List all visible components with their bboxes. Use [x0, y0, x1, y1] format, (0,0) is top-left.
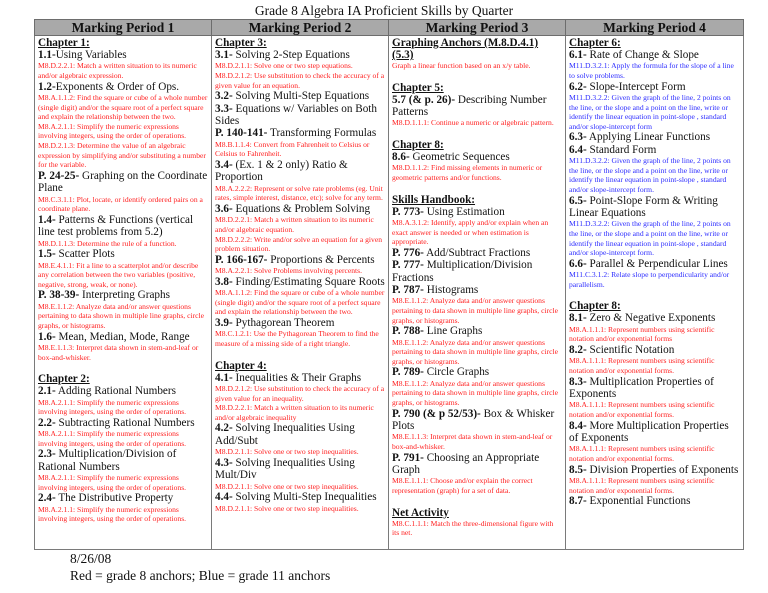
- lesson-number: P. 776-: [392, 246, 424, 259]
- grade8-anchor-standard: M8.D.1.1.1: Continue a numeric or algebraic pattern.: [392, 118, 554, 128]
- grade8-anchor-standard: M8.A.3.1.2: Identify, apply and/or explain when an exact answer is needed or when estimation is appropriate.: [392, 218, 549, 247]
- lesson-topic: [392, 325, 562, 337]
- lesson-number: 8.4-: [569, 419, 587, 432]
- lesson-number: 6.4-: [569, 143, 587, 156]
- lesson-title: Subtracting Rational Numbers: [55, 416, 195, 429]
- column-header-mp1: Marking Period 1: [35, 20, 212, 36]
- lesson-title: Rate of Change & Slope: [586, 49, 699, 61]
- lesson-title: Point-Slope Form & Writing Linear Equations: [569, 194, 718, 219]
- lesson-number: 6.6-: [569, 257, 587, 270]
- lesson-topic: [392, 151, 562, 163]
- grade11-anchor-standard: M11.D.3.2.2: Given the graph of the line, 2 points on the line, or the slope and a point on the line, write or identify the linear equation in point-slope , standard and/or slope-intercept form.: [569, 156, 731, 194]
- column-header-mp2: Marking Period 2: [212, 20, 389, 36]
- lesson-topic: [569, 464, 740, 476]
- lesson-topic: [215, 127, 385, 139]
- grade8-anchor-standard: M8.E.1.1.2: Analyze data and/or answer questions pertaining to data shown in multiple line graphs, circle graphs, or histograms.: [392, 378, 558, 407]
- lesson-topic: [215, 457, 385, 482]
- lesson-title: Graphing on the Coordinate Plane: [38, 169, 208, 195]
- lesson-title: More Multiplication Properties of Exponents: [569, 419, 729, 444]
- grade8-anchor-standard: M8.A.2.1.1: Simplify the numeric expressions involving integers, using the order of operations.: [38, 473, 187, 492]
- grade8-anchor-standard: M8.A.1.1.2: Find the square or cube of a whole number (single digit) and/or the square root of a perfect square and explain the relationship between the two.: [215, 288, 385, 317]
- lesson-number: 1.4-: [38, 213, 56, 226]
- lesson-topic: [38, 492, 208, 504]
- lesson-number: 3.4-: [215, 159, 233, 171]
- grade8-anchor-standard: M8.E.4.1.1: Fit a line to a scatterplot and/or describe any correlation between the two variables (positive, negative, strong, weak, or none).: [38, 260, 199, 289]
- lesson-topic: [38, 248, 208, 260]
- grade8-anchor-standard: M8.E.1.1.3: Interpret data shown in stem-and-leaf or box-and-whisker.: [38, 342, 199, 362]
- lesson-number: 3.6-: [215, 203, 233, 215]
- lesson-title: Adding Rational Numbers: [55, 385, 176, 398]
- grade8-anchor-standard: M8.E.1.1.1: Choose and/or explain the correct representation (graph) for a set of data.: [392, 476, 533, 495]
- lesson-title: Pythagorean Theorem: [232, 316, 335, 329]
- grade11-anchor-standard: M11.D.3.2.2: Given the graph of the line, 2 points on the line, or the slope and a point on the line, write or identify the linear equation in point-slope , standard and/or slope-intercept form.: [569, 219, 731, 258]
- grade8-anchor-standard: M8.E.1.1.2: Analyze data and/or answer questions pertaining to data shown in multiple line graphs, circle graphs, or histograms.: [38, 301, 204, 330]
- lesson-title: Multiplication/Division Fractions: [392, 259, 533, 284]
- lesson-number: 3.2-: [215, 90, 233, 103]
- grade8-anchor-standard: M8.A.1.1.1: Represent numbers using scientific notation and/or exponential forms.: [569, 356, 715, 375]
- column-cell-mp2: [212, 36, 389, 550]
- lesson-number: 4.3-: [215, 456, 233, 469]
- footer-color-legend: Red = grade 8 anchors; Blue = grade 11 anchors: [70, 568, 331, 583]
- lesson-number: 6.3-: [569, 131, 587, 144]
- section-heading: Chapter 4:: [215, 359, 267, 372]
- lesson-number: 3.1-: [215, 49, 233, 61]
- document-title: Grade 8 Algebra IA Proficient Skills by Quarter: [254, 3, 514, 18]
- lesson-topic: [392, 366, 562, 378]
- lesson-title: Proportions & Percents: [267, 253, 375, 266]
- lesson-title: Mean, Median, Mode, Range: [55, 330, 190, 343]
- lesson-number: P. 140-141-: [215, 127, 268, 140]
- grade11-anchor-standard: M11.C.3.1.2: Relate slope to perpendicularity and/or parallelism.: [569, 270, 730, 289]
- lesson-topic: [215, 422, 385, 447]
- section-heading: Graphing Anchors (M.8.D.4.1) (5.3): [392, 37, 539, 61]
- lesson-topic: [215, 159, 385, 184]
- grade8-anchor-standard: M8.D.1.1.3: Determine the rule of a function.: [38, 238, 177, 248]
- column-header-mp3: Marking Period 3: [389, 20, 566, 36]
- grade11-anchor-standard: M11.D.3.2.1: Apply the formula for the slope of a line to solve problems.: [569, 61, 734, 80]
- section-heading: Chapter 1:: [38, 37, 90, 49]
- lesson-number: 1.1-: [38, 49, 56, 61]
- lesson-topic: [569, 312, 740, 324]
- lesson-title: The Distributive Property: [55, 492, 174, 505]
- lesson-title: Choosing an Appropriate Graph: [392, 451, 540, 476]
- section-heading: Chapter 8:: [569, 300, 621, 313]
- grade8-anchor-standard: M8.D.2.1.1: Solve one or two step inequalities.: [215, 481, 359, 491]
- lesson-title: Equations & Problem Solving: [232, 203, 371, 215]
- section-heading: Net Activity: [392, 506, 449, 519]
- lesson-number: P. 791-: [392, 451, 424, 464]
- lesson-number: 2.1-: [38, 385, 56, 398]
- lesson-topic: [569, 420, 740, 445]
- lesson-number: P. 789-: [392, 366, 424, 379]
- lesson-topic: [38, 81, 208, 93]
- lesson-number: 2.2-: [38, 416, 56, 429]
- grade8-anchor-standard: Graph a linear function based on an x/y table.: [392, 61, 531, 70]
- lesson-number: P. 166-167-: [215, 253, 268, 266]
- lesson-topic: [392, 452, 562, 477]
- grade11-anchor-standard: M11.D.3.2.2: Given the graph of the line, 2 points on the line, or the slope and a point on the line, write or identify the linear equation in point-slope , standard and/or slope-intercept form: [569, 93, 731, 131]
- lesson-title: Zero & Negative Exponents: [586, 312, 716, 325]
- lesson-topic: [392, 94, 562, 119]
- lesson-number: P. 787-: [392, 284, 424, 296]
- lesson-topic: [569, 495, 740, 507]
- lesson-number: 3.8-: [215, 275, 233, 288]
- lesson-title: Using Variables: [55, 49, 127, 61]
- lesson-topic: [569, 344, 740, 356]
- lesson-topic: [215, 254, 385, 266]
- lesson-title: Patterns & Functions (vertical line test problems from 5.2): [38, 213, 194, 239]
- grade8-anchor-standard: M8.D.2.2.1: Match a written situation to its numeric and/or algebraic expression.: [38, 61, 197, 80]
- grade8-anchor-standard: M8.D.2.2.2: Write and/or solve an equation for a given problem situation.: [215, 234, 382, 254]
- grade8-anchor-standard: M8.E.1.1.2: Analyze data and/or answer questions pertaining to data shown in multiple line graphs, circle graphs, or histograms.: [392, 296, 558, 325]
- lesson-topic: [215, 317, 385, 329]
- lesson-number: 2.3-: [38, 448, 56, 461]
- skills-table: [34, 19, 744, 550]
- footer-date: 8/26/08: [70, 551, 112, 566]
- grade8-anchor-standard: M8.D.2.1.2: Use substitution to check the accuracy of a given value for an inequality.: [215, 383, 385, 403]
- lesson-number: 4.4-: [215, 491, 233, 504]
- lesson-title: Box & Whisker Plots: [392, 407, 555, 432]
- lesson-topic: [215, 491, 385, 503]
- lesson-topic: [392, 408, 562, 433]
- lesson-title: Histograms: [423, 284, 479, 296]
- lesson-topic: [569, 81, 740, 93]
- lesson-title: Geometric Sequences: [409, 151, 510, 163]
- column-header-mp4: Marking Period 4: [566, 20, 744, 36]
- lesson-topic: [38, 214, 208, 239]
- lesson-number: P. 38-39-: [38, 289, 80, 302]
- lesson-number: 3.9-: [215, 316, 233, 329]
- lesson-topic: [215, 90, 385, 102]
- header-row: [35, 20, 744, 36]
- lesson-title: Transforming Formulas: [267, 127, 377, 140]
- section-heading: Chapter 3:: [215, 37, 267, 49]
- lesson-number: P. 777-: [392, 259, 424, 272]
- lesson-title: Solving Inequalities Using Add/Subt: [215, 422, 355, 447]
- lesson-title: Inequalities & Their Graphs: [232, 371, 362, 384]
- lesson-number: 6.5-: [569, 194, 587, 207]
- lesson-title: Using Estimation: [423, 205, 505, 218]
- section-heading: Chapter 5:: [392, 81, 444, 94]
- lesson-number: 2.4-: [38, 492, 56, 505]
- lesson-title: Solving 2-Step Equations: [232, 49, 350, 61]
- grade8-anchor-standard: M8.D.2.1.2: Use substitution to check the accuracy of a given value for an equation.: [215, 71, 385, 90]
- lesson-number: 1.5-: [38, 248, 56, 261]
- lesson-title: Applying Linear Functions: [586, 131, 711, 144]
- lesson-title: (Ex. 1 & 2 only) Ratio & Proportion: [215, 159, 348, 184]
- lesson-title: Solving Inequalities Using Mult/Div: [215, 456, 355, 482]
- column-cell-mp3: [389, 36, 566, 550]
- lesson-topic: [215, 49, 385, 61]
- lesson-topic: [569, 258, 740, 270]
- lesson-number: 6.1-: [569, 49, 587, 61]
- grade8-anchor-standard: M8.C.1.2.1: Use the Pythagorean Theorem to find the measure of a missing side of a right triangle.: [215, 329, 379, 348]
- lesson-title: Slope-Intercept Form: [586, 80, 686, 93]
- grade8-anchor-standard: M8.D.2.1.3: Determine the value of an algebraic expression by simplifying and/or substituting a number for the variable.: [38, 140, 206, 170]
- grade8-anchor-standard: M8.A.2.1.1: Simplify the numeric expressions involving integers, using the order of operations.: [38, 429, 187, 448]
- lesson-topic: [392, 259, 562, 284]
- lesson-title: Exponential Functions: [586, 495, 691, 508]
- lesson-topic: [38, 49, 208, 61]
- lesson-number: P. 790 (& p 52/53)-: [392, 407, 481, 420]
- lesson-number: 4.1-: [215, 371, 233, 384]
- grade8-anchor-standard: M8.A.2.1.1: Simplify the numeric expressions involving integers, using the order of operations.: [38, 121, 187, 141]
- lesson-number: P. 773-: [392, 205, 424, 218]
- lesson-topic: [38, 385, 208, 397]
- grade8-anchor-standard: M8.D.2.1.1: Solve one or two step inequalities.: [215, 447, 359, 457]
- lesson-title: Describing Number Patterns: [392, 93, 547, 118]
- lesson-topic: [215, 372, 385, 384]
- lesson-topic: [392, 247, 562, 259]
- section-heading: Chapter 6:: [569, 37, 621, 49]
- column-cell-mp1: [35, 36, 212, 550]
- content-row: [35, 36, 744, 550]
- lesson-topic: [569, 49, 740, 61]
- lesson-topic: [38, 448, 208, 473]
- lesson-title: Parallel & Perpendicular Lines: [586, 257, 728, 270]
- lesson-topic: [215, 276, 385, 288]
- lesson-topic: [215, 203, 385, 215]
- grade8-anchor-standard: M8.C.1.1.1: Match the three-dimensional figure with its net.: [392, 518, 554, 538]
- lesson-number: 5.7 (& p. 26)-: [392, 93, 456, 106]
- grade8-anchor-standard: M8.E.1.1.3: Interpret data shown in stem-and-leaf or box-and-whisker.: [392, 432, 553, 451]
- lesson-number: 8.7-: [569, 495, 587, 508]
- lesson-title: Equations w/ Variables on Both Sides: [215, 102, 378, 127]
- grade8-anchor-standard: M8.D.1.1.2: Find missing elements in numeric or geometric patterns and/or functions.: [392, 163, 543, 182]
- grade8-anchor-standard: M8.A.2.1.1: Simplify the numeric expressions involving integers, using the order of operations.: [38, 397, 187, 417]
- lesson-topic: [38, 331, 208, 343]
- lesson-title: Standard Form: [586, 143, 657, 156]
- lesson-topic: [215, 103, 385, 128]
- section-heading: Skills Handbook:: [392, 193, 476, 206]
- lesson-topic: [569, 144, 740, 156]
- lesson-title: Exponents & Order of Ops.: [55, 80, 180, 93]
- lesson-number: P. 24-25-: [38, 169, 80, 182]
- lesson-title: Division Properties of Exponents: [586, 463, 739, 476]
- lesson-topic: [38, 417, 208, 429]
- lesson-title: Scatter Plots: [55, 248, 115, 261]
- grade8-anchor-standard: M8.E.1.1.2: Analyze data and/or answer questions pertaining to data shown in multiple line graphs, circle graphs, or histograms.: [392, 337, 558, 366]
- lesson-topic: [392, 206, 562, 218]
- lesson-topic: [569, 195, 740, 220]
- section-heading: Chapter 8:: [392, 139, 444, 151]
- lesson-number: 8.1-: [569, 312, 587, 325]
- lesson-title: Circle Graphs: [423, 366, 490, 379]
- lesson-number: 8.2-: [569, 343, 587, 356]
- grade8-anchor-standard: M8.D.2.1.1: Solve one or two step equations.: [215, 61, 353, 71]
- lesson-topic: [38, 170, 208, 195]
- grade8-anchor-standard: M8.B.1.1.4: Convert from Fahrenheit to Celsius or Celsius to Fahrenheit.: [215, 139, 370, 159]
- grade8-anchor-standard: M8.D.2.2.1: Match a written situation to its numeric and/or algebraic equation.: [215, 215, 374, 234]
- lesson-title: Scientific Notation: [586, 343, 675, 356]
- lesson-title: Solving Multi-Step Equations: [232, 90, 370, 103]
- lesson-title: Interpreting Graphs: [79, 289, 170, 302]
- grade8-anchor-standard: M8.A.1.1.2: Find the square or cube of a whole number (single digit) and/or the square root of a perfect square and explain the relationship between the two.: [38, 93, 208, 122]
- lesson-number: 1.2-: [38, 80, 56, 93]
- grade8-anchor-standard: M8.D.2.2.1: Match a written situation to its numeric and/or algebraic inequality: [215, 403, 374, 422]
- column-cell-mp4: [566, 36, 744, 550]
- lesson-topic: [38, 289, 208, 301]
- lesson-number: 4.2-: [215, 422, 233, 435]
- section-heading: Chapter 2:: [38, 373, 90, 386]
- lesson-title: Add/Subtract Fractions: [423, 246, 531, 259]
- grade8-anchor-standard: M8.A.1.1.1: Represent numbers using scientific notation and/or exponential forms.: [569, 475, 715, 495]
- lesson-title: Multiplication Properties of Exponents: [569, 375, 714, 400]
- lesson-number: 8.3-: [569, 375, 587, 388]
- grade8-anchor-standard: M8.A.2.2.1: Solve Problems involving percents.: [215, 266, 363, 276]
- grade8-anchor-standard: M8.A.1.1.1: Represent numbers using scientific notation and/or exponential forms.: [569, 444, 715, 463]
- lesson-number: 3.3-: [215, 102, 233, 115]
- lesson-number: 1.6-: [38, 330, 56, 343]
- lesson-title: Finding/Estimating Square Roots: [232, 275, 385, 288]
- grade8-anchor-standard: M8.C.3.1.1: Plot, locate, or identify ordered pairs on a coordinate plane.: [38, 194, 203, 214]
- lesson-number: 6.2-: [569, 80, 587, 93]
- grade8-anchor-standard: M8.A.2.1.1: Simplify the numeric expressions involving integers, using the order of operations.: [38, 504, 187, 524]
- grade8-anchor-standard: M8.A.1.1.1: Represent numbers using scientific notation and/or exponential forms.: [569, 400, 715, 419]
- grade8-anchor-standard: M8.D.2.1.1: Solve one or two step inequalities.: [215, 503, 359, 513]
- lesson-number: 8.5-: [569, 463, 587, 476]
- grade8-anchor-standard: M8.A.2.2.2: Represent or solve rate problems (eg. Unit rates, simple interest, distance, etc); solve for any term.: [215, 183, 383, 203]
- lesson-number: P. 788-: [392, 325, 424, 338]
- lesson-title: Multiplication/Division of Rational Numbers: [38, 448, 177, 473]
- lesson-title: Line Graphs: [423, 325, 483, 338]
- lesson-title: Solving Multi-Step Inequalities: [232, 491, 377, 504]
- lesson-number: 8.6-: [392, 151, 410, 163]
- lesson-topic: [392, 284, 562, 296]
- grade8-anchor-standard: M8.A.1.1.1: Represent numbers using scientific notation and/or exponential forms: [569, 324, 715, 344]
- lesson-topic: [569, 376, 740, 401]
- lesson-topic: [569, 131, 740, 143]
